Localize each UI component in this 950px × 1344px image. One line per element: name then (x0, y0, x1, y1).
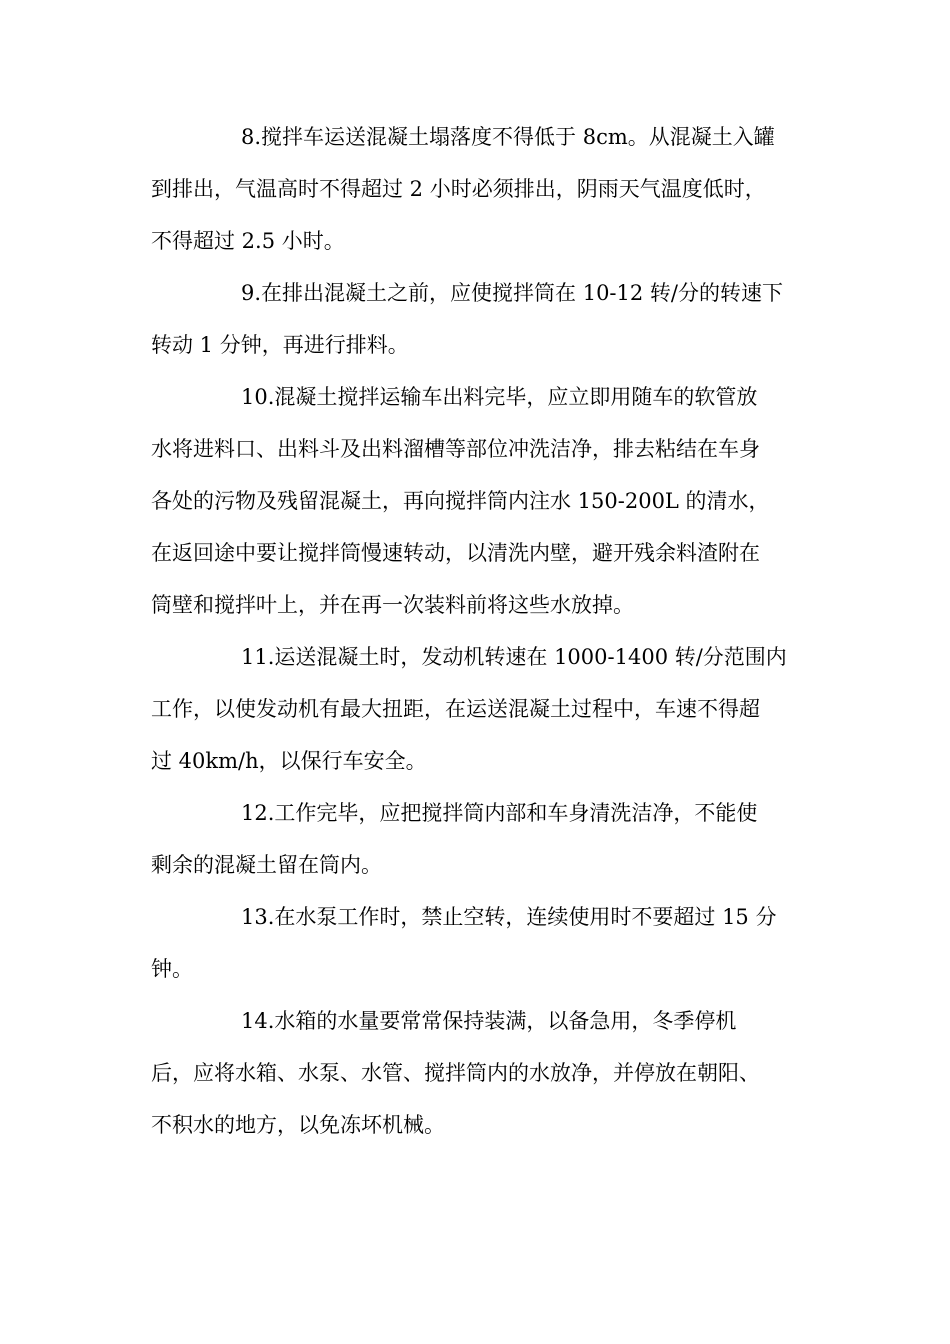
text-line: 剩余的混凝土留在筒内。 (151, 853, 382, 877)
text-line: 筒壁和搅拌叶上，并在再一次装料前将这些水放掉。 (151, 593, 634, 617)
text-line: 9.在排出混凝土之前，应使搅拌筒在 10-12 转/分的转速下 (241, 281, 783, 305)
text-line: 不积水的地方，以免冻坏机械。 (151, 1113, 445, 1137)
text-line: 钟。 (151, 957, 193, 981)
text-line: 在返回途中要让搅拌筒慢速转动，以清洗内壁，避开残余料渣附在 (151, 541, 760, 565)
text-line: 不得超过 2.5 小时。 (151, 229, 345, 253)
text-line: 过 40km/h，以保行车安全。 (151, 749, 427, 773)
text-line: 14.水箱的水量要常常保持装满，以备急用，冬季停机 (241, 1009, 737, 1033)
text-line: 11.运送混凝土时，发动机转速在 1000-1400 转/分范围内 (241, 645, 787, 669)
text-line: 水将进料口、出料斗及出料溜槽等部位冲洗洁净，排去粘结在车身 (151, 437, 760, 461)
text-line: 转动 1 分钟，再进行排料。 (151, 333, 409, 357)
text-line: 10.混凝土搅拌运输车出料完毕，应立即用随车的软管放 (241, 385, 758, 409)
text-line: 各处的污物及残留混凝土，再向搅拌筒内注水 150-200L 的清水， (151, 489, 770, 513)
text-line: 工作，以使发动机有最大扭距，在运送混凝土过程中，车速不得超 (151, 697, 760, 721)
text-line: 后，应将水箱、水泵、水管、搅拌筒内的水放净，并停放在朝阳、 (151, 1061, 760, 1085)
text-line: 12.工作完毕，应把搅拌筒内部和车身清洗洁净，不能使 (241, 801, 758, 825)
text-line: 13.在水泵工作时，禁止空转，连续使用时不要超过 15 分 (241, 905, 777, 929)
text-line: 8.搅拌车运送混凝土塌落度不得低于 8cm。从混凝土入罐 (241, 125, 775, 149)
text-line: 到排出，气温高时不得超过 2 小时必须排出，阴雨天气温度低时， (151, 177, 766, 201)
